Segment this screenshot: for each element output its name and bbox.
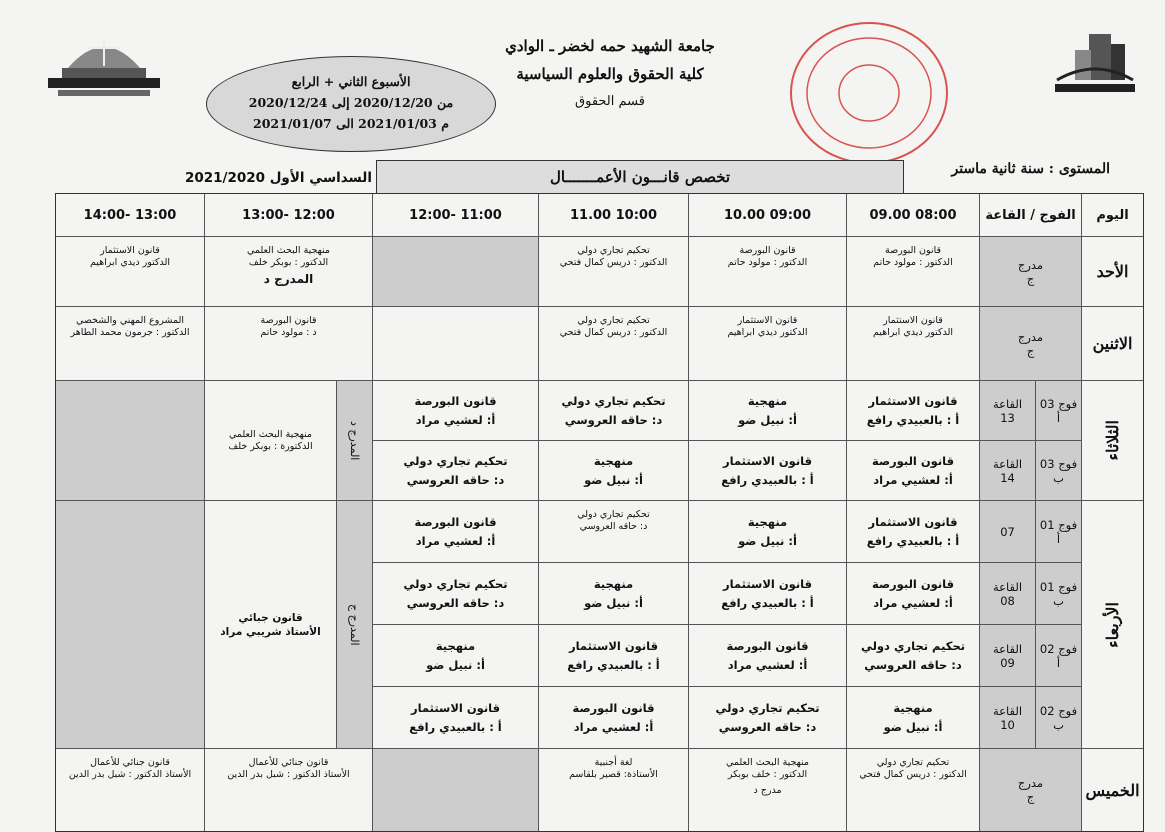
room-label: القاعة [992, 703, 1023, 718]
teacher: د: حاقه العروسي [406, 595, 505, 610]
teacher: الدكتور : مولود حاتم [873, 257, 953, 268]
teacher: الدكتور ديدي ابراهيم [872, 327, 954, 338]
slot-header-6: 13:00 -14:00 [83, 207, 177, 223]
course: قانون جنائي للأعمال [90, 757, 170, 768]
teacher: أ: لعشيي مراد [727, 657, 808, 672]
institution-header [470, 32, 750, 116]
thursday-slot-5 [204, 748, 372, 831]
tuesday-row1-room [979, 380, 1035, 440]
wednesday-row2-group [1035, 562, 1081, 624]
sunday-slot-2 [688, 236, 846, 306]
group-label: فوج 03 [1039, 456, 1078, 471]
thursday-group [979, 748, 1081, 831]
room-label: القاعة [992, 456, 1023, 471]
wednesday-row3-slot-2 [688, 624, 846, 686]
wednesday-row3-room [979, 624, 1035, 686]
tuesday-row1-slot-3 [538, 380, 688, 440]
course: تحكيم تجاري دولي [561, 393, 666, 408]
course: قانون البورصة [871, 453, 955, 468]
weeks-title: الأسبوع الثاني + الرابع [291, 74, 411, 89]
slot-header-5: 12:00 -13:00 [204, 194, 372, 236]
tuesday-hall [336, 380, 372, 500]
thursday-slot-1 [846, 748, 979, 831]
teacher: الأستاذ الدكتور : شبل بدر الدين [68, 769, 192, 780]
monday-group [979, 306, 1081, 380]
day-tuesday [1081, 380, 1143, 500]
wednesday-row1-room [979, 500, 1035, 562]
teacher: أ: لعشيي مراد [415, 412, 496, 427]
faculty-logo [48, 30, 160, 100]
day-sunday: الأحد [1081, 236, 1143, 306]
course: قانون جنائي للأعمال [248, 757, 329, 768]
teacher: د: حاقه العروسي [864, 657, 962, 672]
teacher: الدكتور : دريس كمال فتحي [559, 327, 668, 338]
course: قانون الاستثمار [883, 315, 943, 326]
teacher: أ: لعشيي مراد [573, 719, 654, 734]
wednesday-row1-slot-1 [846, 500, 979, 562]
course: قانون البورصة [726, 638, 809, 653]
wednesday-row1-slot-2 [688, 500, 846, 562]
wednesday-row4-slot-2 [688, 686, 846, 748]
group-sub: أ [1056, 410, 1061, 425]
course: قانون الاستثمار [722, 453, 813, 468]
group-sub: ج [1026, 271, 1035, 286]
group-sub: ج [1026, 343, 1035, 358]
course: قانون الاستثمار [410, 700, 501, 715]
wednesday-row4-slot-1 [846, 686, 979, 748]
course: قانون الاستثمار [737, 315, 798, 326]
teacher: أ: نبيل ضو [584, 595, 643, 610]
teacher: أ: لعشيي مراد [873, 595, 953, 610]
thursday-slot-6 [56, 748, 204, 831]
course: المشروع المهني والشخصي [75, 315, 185, 326]
course: منهجية البحث العلمي [726, 757, 809, 768]
room-number: 14 [1000, 470, 1015, 485]
tuesday-row1-slot-4 [372, 380, 538, 440]
teacher: أ : بالعبيدي رافع [866, 412, 960, 427]
teacher: الدكتور : بوبكر خلف [248, 257, 329, 268]
tuesday-row2-slot-2 [688, 440, 846, 500]
group-sub: ب [1053, 593, 1064, 608]
teacher: الأستاذة: قصير بلقاسم [569, 769, 658, 780]
sunday-slot-6 [56, 236, 204, 306]
course: منهجية [747, 393, 788, 408]
university-logo [1055, 28, 1135, 98]
teacher: أ : بالعبيدي رافع [409, 719, 502, 734]
level-label: المستوى : سنة ثانية ماستر [951, 161, 1110, 177]
teacher: د: حاقه العروسي [718, 719, 817, 734]
course: قانون الاستثمار [868, 514, 958, 529]
room-label: القاعة [992, 396, 1023, 411]
room-label: القاعة [992, 641, 1023, 656]
teacher: أ: لعشيي مراد [873, 472, 953, 487]
course: تحكيم تجاري دولي [715, 700, 820, 715]
course: قانون البورصة [871, 576, 955, 591]
faculty-name: كلية الحقوق والعلوم السياسية [516, 65, 704, 83]
room-number: 10 [1000, 717, 1015, 732]
group-label: مدرج [1017, 776, 1044, 790]
thursday-slot-3 [538, 748, 688, 831]
day-monday: الاثنين [1081, 306, 1143, 380]
group-label: فوج 01 [1039, 579, 1078, 594]
monday-slot-2 [688, 306, 846, 380]
university-name: جامعة الشهيد حمه لخضر ـ الوادي [505, 37, 715, 55]
thursday-slot-4-empty [372, 748, 538, 831]
slot-header-1: 08:00 09.00 [846, 194, 979, 236]
teacher: د: حاقه العروسي [406, 472, 505, 487]
wednesday-row4-slot-4 [372, 686, 538, 748]
teacher: الدكتور : جرمون محمد الطاهر [70, 327, 190, 338]
teacher: أ: لعشيي مراد [415, 533, 496, 548]
hall-label: المدرج د [348, 420, 361, 461]
course: تحكيم تجاري دولي [577, 245, 650, 256]
room-number: 13 [1000, 410, 1015, 425]
teacher: أ : بالعبيدي رافع [721, 472, 814, 487]
teacher: أ: نبيل ضو [883, 719, 943, 734]
group-label: فوج 02 [1039, 641, 1078, 656]
wednesday-row4-slot-3 [538, 686, 688, 748]
week-range-1: من 2020/12/20 إلى 2020/12/24 [248, 95, 454, 110]
wednesday-row3-slot-4 [372, 624, 538, 686]
wednesday-row1-slot-3 [538, 500, 688, 562]
course: لغة أجنبية [594, 757, 633, 768]
teacher: أ: نبيل ضو [426, 657, 485, 672]
teacher: الأستاذ الدكتور : شبل بدر الدين [227, 769, 350, 780]
teacher: أ : بالعبيدي رافع [721, 595, 814, 610]
teacher: الدكتور : دريس كمال فتحي [859, 769, 967, 780]
col-day-header: اليوم [1081, 194, 1143, 236]
wednesday-row4-room [979, 686, 1035, 748]
course: منهجية [747, 514, 788, 529]
wednesday-row3-slot-3 [538, 624, 688, 686]
room-number: 09 [1000, 655, 1015, 670]
teacher: الدكتور : مولود حاتم [727, 257, 808, 268]
slot-header-4: 11:00 -12:00 [372, 194, 538, 236]
course: تحكيم تجاري دولي [577, 509, 650, 520]
course: قانون البورصة [572, 700, 655, 715]
room-number: 07 [1000, 524, 1015, 539]
monday-slot-3 [538, 306, 688, 380]
slot-header-3: 10:00 11.00 [538, 194, 688, 236]
course: تحكيم تجاري دولي [403, 576, 508, 591]
day-wednesday [1081, 500, 1143, 748]
slot-header-2: 09:00 10.00 [688, 194, 846, 236]
monday-slot-5 [204, 306, 372, 380]
course: قانون جبائي [238, 611, 303, 624]
group-label: مدرج [1017, 329, 1044, 344]
teacher: أ: نبيل ضو [738, 533, 797, 548]
course: منهجية [593, 453, 634, 468]
teacher: أ : بالعبيدي رافع [567, 657, 660, 672]
day-thursday: الخميس [1081, 748, 1143, 831]
course: قانون البورصة [260, 315, 317, 326]
group-label: مدرج [1017, 257, 1044, 272]
teacher: الدكتور ديدي ابراهيم [727, 327, 808, 338]
group-sub: ج [1026, 790, 1035, 804]
teacher: الدكتور : خلف بوبكر [727, 769, 808, 780]
sunday-slot-3 [538, 236, 688, 306]
monday-slot-4-empty [372, 306, 538, 380]
teacher: أ: نبيل ضو [738, 412, 797, 427]
wednesday-row1-group [1035, 500, 1081, 562]
day-label: الأربعاء [1103, 601, 1122, 648]
group-label: فوج 01 [1039, 517, 1078, 532]
teacher: د: حاقه العروسي [564, 412, 663, 427]
tuesday-row2-slot-1 [846, 440, 979, 500]
tuesday-row2-slot-4 [372, 440, 538, 500]
course: قانون الاستثمار [722, 576, 813, 591]
hall-label: المدرج ج [348, 603, 361, 646]
official-stamp [786, 18, 952, 168]
course: قانون الاستثمار [100, 245, 160, 256]
semester-label: السداسي الأول 2021/2020 [184, 170, 372, 186]
wednesday-row2-slot-2 [688, 562, 846, 624]
week-range-2: م 2021/01/03 الى 2021/01/07 [253, 116, 449, 131]
group-sub: ب [1053, 717, 1064, 732]
teacher: د: حاقه العروسي [579, 521, 648, 532]
teacher: الدكتور ديدي ابراهيم [89, 257, 171, 268]
course: تحكيم تجاري دولي [860, 638, 966, 653]
teacher: د : مولود حاتم [260, 327, 317, 338]
teacher: أ : بالعبيدي رافع [866, 533, 960, 548]
teacher: أ: نبيل ضو [584, 472, 643, 487]
course: قانون البورصة [414, 514, 497, 529]
wednesday-hall [336, 500, 372, 748]
wednesday-row2-slot-3 [538, 562, 688, 624]
course: قانون البورصة [414, 393, 497, 408]
room-number: 08 [1000, 593, 1015, 608]
sunday-group [979, 236, 1081, 306]
sunday-slot-4-empty [372, 236, 538, 306]
wednesday-row1-slot-4 [372, 500, 538, 562]
course: قانون البورصة [739, 245, 796, 256]
tuesday-slot-5 [204, 380, 336, 500]
thursday-slot-2 [688, 748, 846, 831]
wednesday-row3-group [1035, 624, 1081, 686]
wednesday-slot-6-empty [56, 500, 204, 748]
tuesday-row1-group [1035, 380, 1081, 440]
group-sub: أ [1056, 531, 1061, 546]
course: قانون الاستثمار [568, 638, 659, 653]
course: قانون الاستثمار [868, 393, 958, 408]
wednesday-row2-room [979, 562, 1035, 624]
group-sub: ب [1053, 470, 1064, 485]
monday-slot-1 [846, 306, 979, 380]
tuesday-row2-slot-3 [538, 440, 688, 500]
course: منهجية [893, 700, 933, 715]
room-label: القاعة [992, 579, 1023, 594]
course: منهجية البحث العلمي [247, 245, 330, 256]
tuesday-row1-slot-2 [688, 380, 846, 440]
teacher: الأستاذ شريبي مراد [220, 625, 321, 638]
course: قانون البورصة [884, 245, 942, 256]
monday-slot-6 [56, 306, 204, 380]
group-label: فوج 02 [1039, 703, 1078, 718]
group-label: فوج 03 [1039, 396, 1078, 411]
wednesday-row4-group [1035, 686, 1081, 748]
sunday-slot-5 [204, 236, 372, 306]
wednesday-row2-slot-1 [846, 562, 979, 624]
weeks-ellipse [206, 56, 496, 152]
course: منهجية [593, 576, 634, 591]
teacher: الدكتور : دريس كمال فتحي [559, 257, 668, 268]
course: تحكيم تجاري دولي [577, 315, 650, 326]
tuesday-row2-room [979, 440, 1035, 500]
tuesday-row2-group [1035, 440, 1081, 500]
teacher: الدكتورة : بوبكر خلف [228, 440, 313, 452]
wednesday-row3-slot-1 [846, 624, 979, 686]
course: تحكيم تجاري دولي [876, 757, 950, 768]
group-sub: أ [1056, 655, 1061, 670]
wednesday-slot-5 [204, 500, 336, 748]
wednesday-row2-slot-4 [372, 562, 538, 624]
hall: المدرج د [263, 272, 314, 286]
col-group-header: الفوج / القاعة [979, 194, 1081, 236]
hall: مدرج د [753, 785, 782, 796]
tuesday-row1-slot-1 [846, 380, 979, 440]
course: منهجية [435, 638, 476, 653]
department-name: قسم الحقوق [575, 94, 645, 109]
course: تحكيم تجاري دولي [403, 453, 508, 468]
course: منهجية البحث العلمي [229, 428, 312, 440]
day-label: الثلاثاء [1103, 420, 1122, 461]
sunday-slot-1 [846, 236, 979, 306]
specialty-title: تخصص قانـــون الأعمـــــــال [376, 160, 904, 194]
tuesday-slot-6-empty [56, 380, 204, 500]
timetable [55, 193, 1144, 832]
